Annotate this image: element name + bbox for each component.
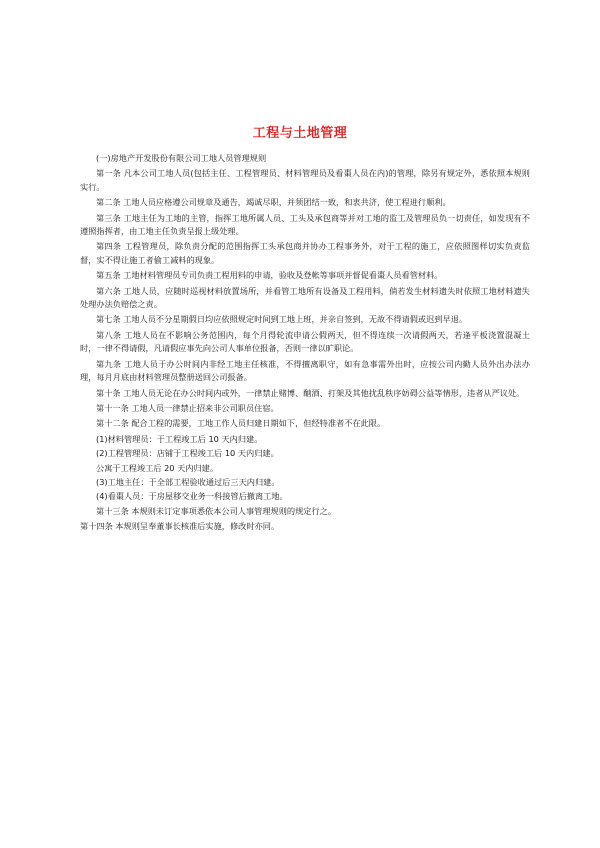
page-title: 工程与土地管理 [252,126,348,141]
article-12-item-4: (4)看棗人员：于房屋移交业务一科接管后撤离工地。 [96,491,288,502]
article-5: 第五条 工地材料管理员专司负责工程用料的申请，验收及登帐等事项并督促看棗人员看管材料。 [96,270,443,281]
article-2: 第二条 工地人员应格遵公司规章及通告，竭诚尽职，并须团结一致，和衷共济，使工程进行顺利。 [96,197,451,208]
article-1: 第一条 凡本公司工地人员(包括主任、工程管理员、材料管理员及看棗人员在内)的管理，除另有规定外，悉依照本规则实行。 [80,168,530,192]
article-10: 第十条 工地人员无论在办公时间内或外，一律禁止赌博、酗酒、打架及其他扰乱秩序妨碍公益等情形，违者从严议处。 [96,387,525,398]
article-6: 第六条 工地人员，应随时巡视材料放置场所，并看管工地所有设备及工程用料，倘若发生材料遗失时依照工地材料遗失处理办法负赔偿之责。 [80,285,530,310]
article-13: 第十三条 本规则未订定事项悉依本公司人事管理规则的规定行之。 [96,505,337,516]
article-4: 第四条 工程管理员，除负责分配的范围指挥工头承包商并协办工程事务外，对于工程的施工，应依照图样切实负责监督，实不得让施工者偷工减料的现象。 [80,241,530,265]
article-12-item-2-cont: 公寓于工程竣工后 20 天内归建。 [96,462,219,473]
article-7: 第七条 工地人员不分星期假日均应依照规定时间到工地上班，并亲自签到，无故不得请假或迟到早退。 [96,314,468,325]
article-14: 第十四条 本规则呈奉董事长核准后实施，修改时亦同。 [80,521,280,532]
document-body [80,152,530,536]
section-heading: (一)房地产开发股份有限公司工地人员管理规则 [96,153,267,163]
article-9: 第九条 工地人员于办公时间内非经工地主任核准，不得擅离职守，如有急事需外出时，应按公司内勤人员外出办法办理，每月月底由材料管理员整册送回公司报备。 [80,358,530,383]
article-12: 第十二条 配合工程的需要，工地工作人员归建日期如下，但经特准者不在此限。 [96,418,386,429]
article-3: 第三条 工地主任为工地的主管，指挥工地所属人员、工头及承包商等并对工地的监工及管理员负一切责任，如发现有不遵照指挥者，由工地主任负责呈报上级处理。 [80,212,530,237]
article-11: 第十一条 工地人员一律禁止招来非公司职员住宿。 [96,402,279,413]
article-12-item-3: (3)工地主任：于全部工程验收通过后三天内归建。 [96,476,280,487]
article-12-item-2: (2)工程管理员：店铺于工程竣工后 10 天内归建。 [96,448,279,459]
article-8: 第八条 工地人员在不影响公务范围内，每个月得轮流申请公假两天，但不得连续一次请假两天，若逢平板浇置混凝土时，一律不得请假，凡请假应事先向公司人事单位报备，否则一律以旷职论。 [80,329,530,354]
article-12-item-1: (1)材料管理员：于工程竣工后 10 天内归建。 [96,433,263,444]
